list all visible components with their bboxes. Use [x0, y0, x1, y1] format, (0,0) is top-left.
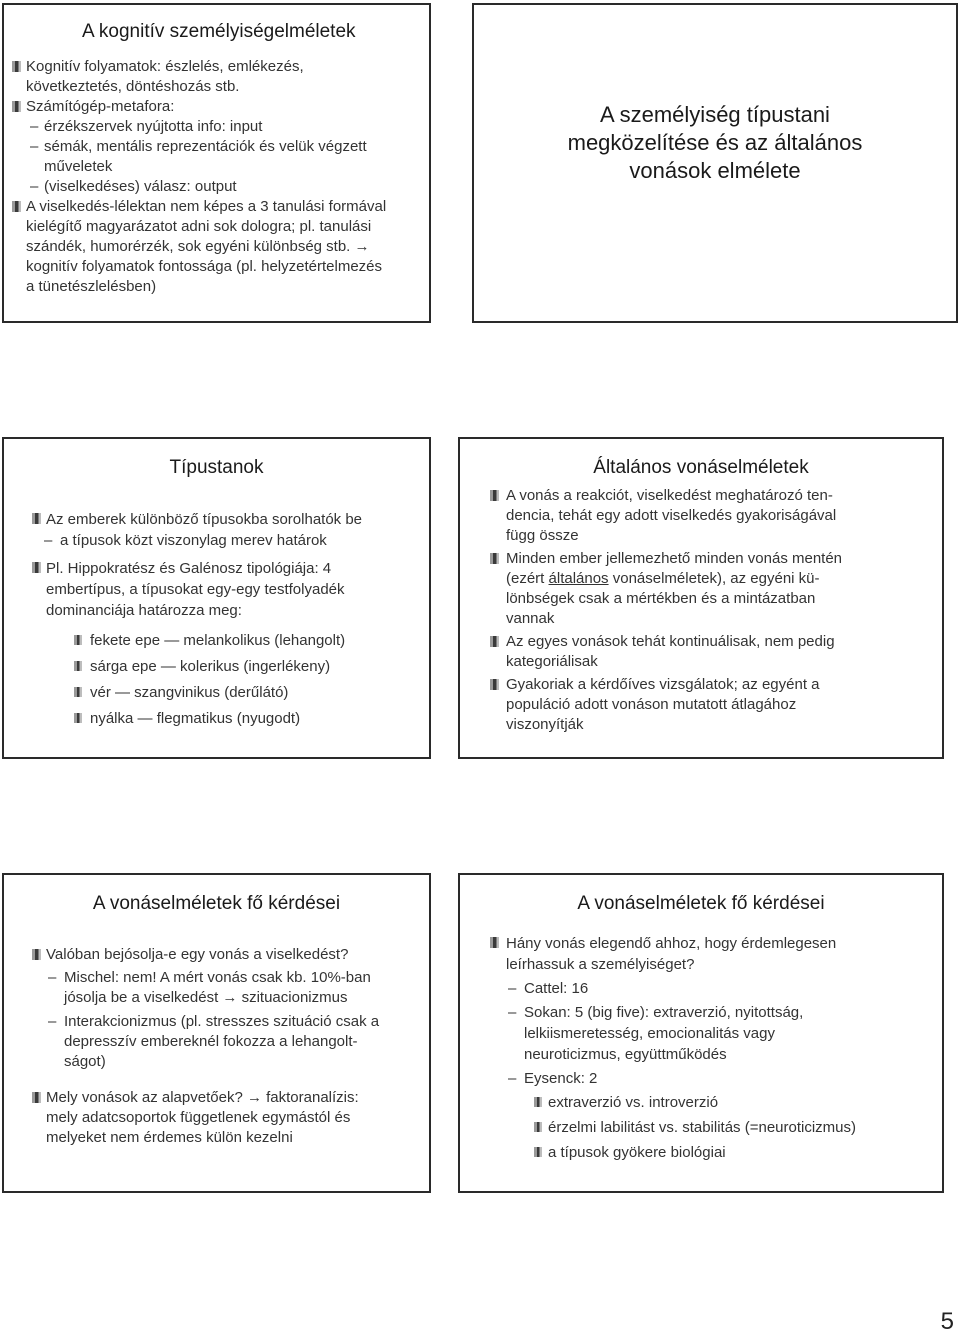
text-line: Mischel: nem! A mért vonás csak kb. 10%-ban — [64, 969, 371, 986]
text-line: Kognitív folyamatok: észlelés, emlékezés, — [26, 58, 304, 75]
text-line: jósolja be a viselkedést → szituacionizmus — [64, 989, 348, 1006]
text-line: viszonyítják — [506, 716, 584, 733]
slide-tipustanok — [2, 437, 431, 759]
bullet-item — [460, 549, 942, 629]
dash-icon: – — [44, 532, 53, 549]
slide-body — [460, 933, 942, 1163]
bullet-icon — [534, 1122, 542, 1132]
text-span: vonáselméletek), az egyéni kü- — [608, 570, 820, 587]
text-line: függ össze — [506, 527, 579, 544]
text-line: a tünetészlelésben) — [26, 278, 157, 295]
sub-bullet-item — [4, 708, 429, 729]
dash-item — [460, 1068, 942, 1089]
bullet-item — [4, 945, 429, 965]
sub-bullet-item — [4, 630, 429, 651]
text-line: depresszív embereknél fokozza a lehangolt- — [64, 1033, 358, 1050]
text-line: A viselkedés-lélektan nem képes a 3 tanulási formával — [26, 198, 387, 215]
sub-bullet-item — [4, 656, 429, 677]
text-line: A vonás a reakciót, viselkedést meghatározó ten- — [506, 487, 833, 504]
title-line: vonások elmélete — [629, 158, 801, 183]
text-line: Minden ember jellemezhető minden vonás mentén — [506, 550, 843, 567]
slide-title: A vonáselméletek fő kérdései — [577, 893, 825, 914]
text-line: melyeket nem érdemes külön kezelni — [46, 1129, 293, 1146]
slide-body — [4, 57, 429, 297]
bullet-icon — [74, 661, 82, 671]
slide-kognitiv — [2, 3, 431, 323]
text-line — [506, 569, 942, 589]
dash-icon: – — [30, 178, 39, 195]
dash-item — [4, 1012, 429, 1072]
slide-tipustani — [472, 3, 958, 323]
bullet-icon — [32, 562, 41, 573]
bullet-icon — [12, 101, 21, 112]
text-line: kielégítő magyarázatot adni sok dologra; pl. tanulási — [26, 218, 372, 235]
text-line: sémák, mentális reprezentációk és velük végzett — [44, 138, 367, 155]
dash-icon: – — [508, 1070, 517, 1087]
text-line: kategoriálisak — [506, 653, 598, 670]
text-line: a típusok közt viszonylag merev határok — [60, 532, 327, 549]
text-line: neuroticizmus, együttműködés — [524, 1046, 727, 1063]
text-line: szándék, humorérzék, sok egyéni különbség stb. → — [26, 238, 370, 255]
text-line: Pl. Hippokratész és Galénosz tipológiája: 4 — [46, 560, 332, 577]
dash-icon: – — [48, 969, 57, 986]
slide-vonaselmeletek-kerdesei-2 — [458, 873, 944, 1193]
text-line: következtetés, döntéshozás stb. — [26, 78, 240, 95]
text-line: ságot) — [64, 1053, 106, 1070]
text-line: embertípus, a típusokat egy-egy testfolyadék — [46, 581, 345, 598]
slide-title: A vonáselméletek fő kérdései — [92, 893, 341, 914]
bullet-icon — [490, 636, 499, 647]
bullet-icon — [32, 513, 41, 524]
text-line: Hány vonás elegendő ahhoz, hogy érdemlegesen — [506, 935, 837, 952]
sub-bullet-item — [460, 1142, 942, 1163]
bullet-item — [4, 97, 429, 117]
underlined-word: általános — [548, 570, 609, 587]
slide-altalanos-vonaselmeletek — [458, 437, 944, 759]
bullet-icon — [74, 687, 82, 697]
bullet-icon — [490, 490, 499, 501]
title-line: megközelítése és az általános — [567, 130, 863, 155]
text-line: fekete epe — melankolikus (lehangolt) — [90, 632, 346, 649]
text-line: Az emberek különböző típusokba sorolhatók be — [46, 511, 363, 528]
bullet-item — [4, 509, 429, 530]
text-line: mely adatcsoportok függetlenek egymástól és — [46, 1109, 351, 1126]
dash-item — [4, 137, 429, 177]
sub-bullet-item — [460, 1092, 942, 1113]
bullet-icon — [74, 713, 82, 723]
text-line: lönbségek csak a mértékben és a mintázatban — [506, 590, 816, 607]
slide-body — [4, 509, 429, 729]
bullet-icon — [490, 553, 499, 564]
bullet-icon — [12, 61, 21, 72]
dash-item — [4, 177, 429, 197]
dash-item — [4, 968, 429, 1008]
text-line: nyálka — flegmatikus (nyugodt) — [90, 710, 301, 727]
text-line: műveletek — [44, 158, 113, 175]
text-line: Számítógép-metafora: — [26, 98, 175, 115]
bullet-item — [4, 558, 429, 621]
text-line: (viselkedéses) válasz: output — [44, 178, 237, 195]
bullet-item — [4, 57, 429, 97]
slide-body — [460, 486, 942, 735]
slide-title: A kognitív személyiségelméletek — [82, 21, 356, 42]
text-line: Interakcionizmus (pl. stresszes szituáció csak a — [64, 1013, 380, 1030]
text-line: populáció adott vonáson mutatott átlagához — [506, 696, 797, 713]
dash-icon: – — [508, 980, 517, 997]
bullet-item — [460, 486, 942, 546]
text-line: a típusok gyökere biológiai — [548, 1144, 726, 1161]
text-line: Gyakoriak a kérdőíves vizsgálatok; az egyént a — [506, 676, 820, 693]
bullet-item — [460, 675, 942, 735]
slide-body — [4, 945, 429, 1148]
dash-icon: – — [30, 118, 39, 135]
bullet-icon — [534, 1097, 542, 1107]
text-line: Sokan: 5 (big five): extraverzió, nyitottság, — [524, 1004, 804, 1021]
slide-title: Általános vonáselméletek — [593, 457, 809, 478]
text-line: lelkiismeretesség, emocionalitás vagy — [524, 1025, 775, 1042]
slide-vonaselmeletek-kerdesei-1 — [2, 873, 431, 1193]
text-line: kognitív folyamatok fontossága (pl. helyzetértelmezés — [26, 258, 383, 275]
page-number: 5 — [940, 1308, 954, 1335]
bullet-icon — [32, 1092, 41, 1103]
text-line: dencia, tehát egy adott viselkedés gyakoriságával — [506, 507, 837, 524]
text-line: Cattel: 16 — [524, 980, 589, 997]
title-line: A személyiség típustani — [600, 102, 830, 127]
sub-bullet-item — [4, 682, 429, 703]
text-line: Az egyes vonások tehát kontinuálisak, nem pedig — [506, 633, 835, 650]
text-line: sárga epe — kolerikus (ingerlékeny) — [90, 658, 331, 675]
text-line: érzékszervek nyújtotta info: input — [44, 118, 263, 135]
dash-item — [460, 1002, 942, 1065]
bullet-icon — [534, 1147, 542, 1157]
slide-title — [474, 101, 956, 185]
dash-icon: – — [508, 1004, 517, 1021]
text-line: dominanciája határozza meg: — [46, 602, 242, 619]
bullet-item — [460, 632, 942, 672]
text-line: Valóban bejósolja-e egy vonás a viselkedést? — [46, 946, 349, 963]
text-line: vér — szangvinikus (derűlátó) — [90, 684, 289, 701]
dash-item — [4, 530, 429, 551]
dash-item — [4, 117, 429, 137]
dash-item — [460, 978, 942, 999]
bullet-item — [4, 1088, 429, 1148]
dash-icon: – — [30, 138, 39, 155]
text-line: Eysenck: 2 — [524, 1070, 598, 1087]
text-line: Mely vonások az alapvetőek? → faktoranalízis: — [46, 1089, 359, 1106]
text-line: extraverzió vs. introverzió — [548, 1094, 719, 1111]
bullet-item — [4, 197, 429, 297]
text-span: (ezért — [506, 570, 549, 587]
dash-icon: – — [48, 1013, 57, 1030]
bullet-icon — [490, 937, 499, 948]
bullet-item — [460, 933, 942, 975]
slide-title: Típustanok — [169, 457, 264, 478]
bullet-icon — [74, 635, 82, 645]
bullet-icon — [32, 949, 41, 960]
bullet-icon — [12, 201, 21, 212]
text-line: érzelmi labilitást vs. stabilitás (=neuroticizmus) — [548, 1119, 857, 1136]
sub-bullet-item — [460, 1117, 942, 1138]
bullet-icon — [490, 679, 499, 690]
text-line: vannak — [506, 610, 555, 627]
text-line: leírhassuk a személyiséget? — [506, 956, 695, 973]
